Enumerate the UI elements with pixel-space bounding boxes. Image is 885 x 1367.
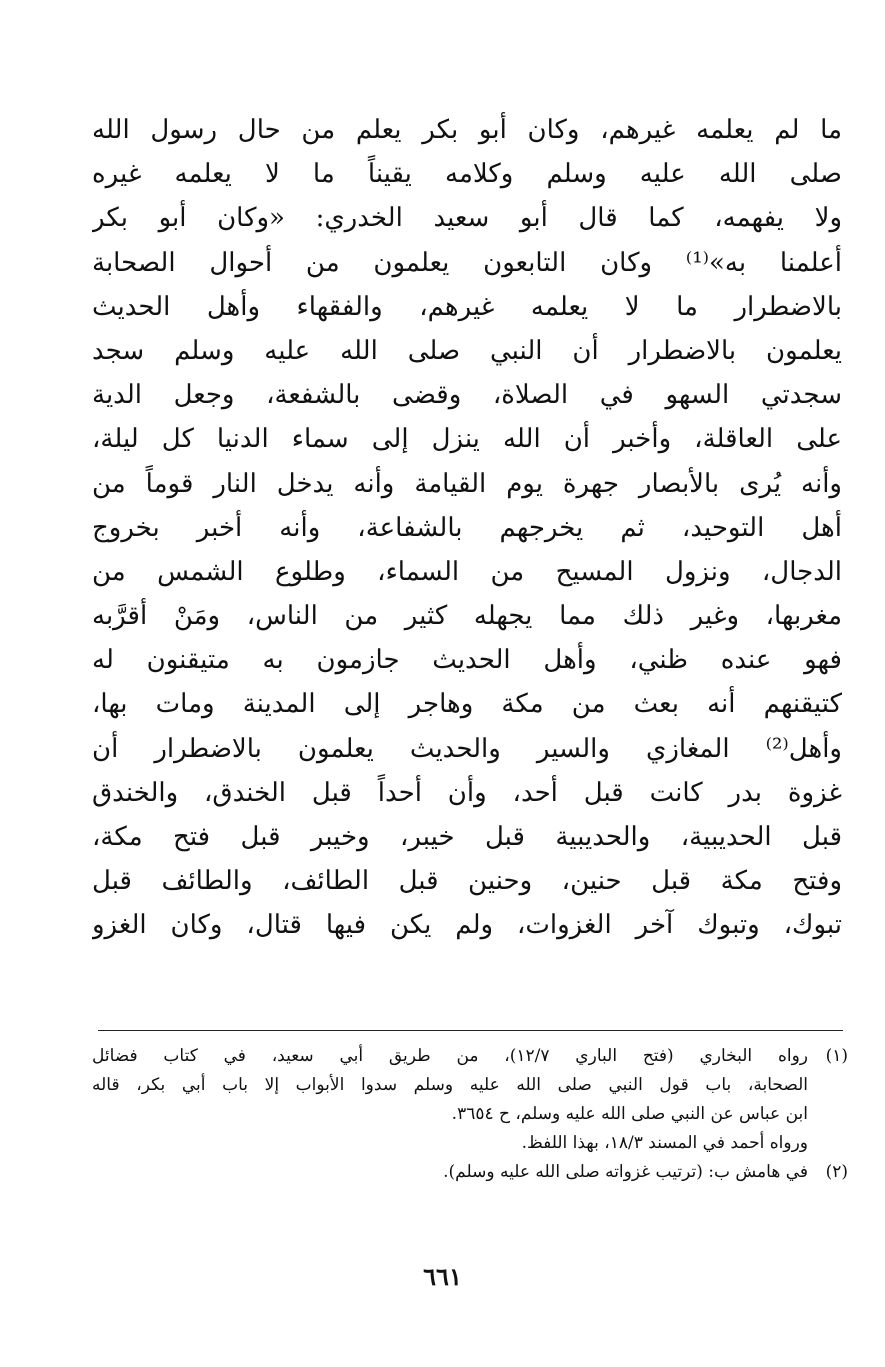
text-line: أعلمنا به»⁽¹⁾ وكان التابعون يعلمون من أحوال الصحابة — [92, 247, 842, 278]
footnote-marker: (١) — [825, 1046, 848, 1066]
footnote-marker: (٢) — [825, 1162, 848, 1182]
text-line: كتيقنهم أنه بعث من مكة وهاجر إلى المدينة ومات بها، — [92, 689, 842, 720]
footnote-text — [92, 1158, 808, 1187]
footnote-line: في هامش ب: (ترتيب غزواته صلى الله عليه وسلم). — [443, 1162, 808, 1182]
text-line: الدجال، ونزول المسيح من السماء، وطلوع الشمس من — [92, 556, 842, 587]
footnote-text — [92, 1042, 808, 1158]
text-line: بالاضطرار ما لا يعلمه غيرهم، والفقهاء وأهل الحديث — [92, 291, 842, 322]
footnote-separator — [98, 1030, 843, 1031]
page-number: ٦٦١ — [423, 1262, 462, 1291]
footnote-line: ابن عباس عن النبي صلى الله عليه وسلم، ح ٣٦٥٤. — [451, 1104, 808, 1124]
footnote-line: الصحابة، باب قول النبي صلى الله عليه وسلم سدوا الأبواب إلا باب أبي بكر، قاله — [92, 1075, 808, 1095]
text-line: سجدتي السهو في الصلاة، وقضى بالشفعة، وجعل الدية — [92, 380, 842, 411]
text-line: على العاقلة، وأخبر أن الله ينزل إلى سماء الدنيا كل ليلة، — [92, 424, 842, 455]
text-line: تبوك، وتبوك آخر الغزوات، ولم يكن فيها قتال، وكان الغزو — [92, 910, 842, 941]
text-line: أهل التوحيد، ثم يخرجهم بالشفاعة، وأنه أخبر بخروج — [92, 512, 842, 543]
main-text — [92, 108, 842, 948]
text-line: وأنه يُرى بالأبصار جهرة يوم القيامة وأنه يدخل النار قوماً من — [92, 468, 842, 499]
text-line: مغربها، وغير ذلك مما يجهله كثير من الناس، ومَنْ أقرَّبه — [92, 601, 842, 632]
footnote-line: رواه البخاري (فتح الباري ١٢/٧)، من طريق أبي سعيد، في كتاب فضائل — [92, 1046, 808, 1066]
text-line: وأهل⁽²⁾ المغازي والسير والحديث يعلمون بالاضطرار أن — [92, 733, 842, 764]
text-line: غزوة بدر كانت قبل أحد، وأن أحداً قبل الخندق، والخندق — [92, 777, 842, 808]
text-line: قبل الحديبية، والحديبية قبل خيبر، وخيبر قبل فتح مكة، — [92, 822, 842, 852]
footnotes — [92, 1042, 848, 1187]
text-line: ما لم يعلمه غيرهم، وكان أبو بكر يعلم من حال رسول الله — [92, 115, 842, 145]
text-line: فهو عنده ظني، وأهل الحديث جازمون به متيقنون له — [92, 645, 842, 676]
text-line: ولا يفهمه، كما قال أبو سعيد الخدري: «وكان أبو بكر — [92, 203, 842, 234]
text-line: وفتح مكة قبل حنين، وحنين قبل الطائف، والطائف قبل — [92, 866, 842, 897]
text-line: صلى الله عليه وسلم وكلامه يقيناً ما لا يعلمه غيره — [92, 159, 842, 190]
text-line: يعلمون بالاضطرار أن النبي صلى الله عليه وسلم سجد — [92, 335, 842, 366]
footnote-1 — [92, 1042, 848, 1158]
footnote-2 — [92, 1158, 848, 1187]
footnote-line: ورواه أحمد في المسند ١٨/٣، بهذا اللفظ. — [521, 1133, 808, 1153]
